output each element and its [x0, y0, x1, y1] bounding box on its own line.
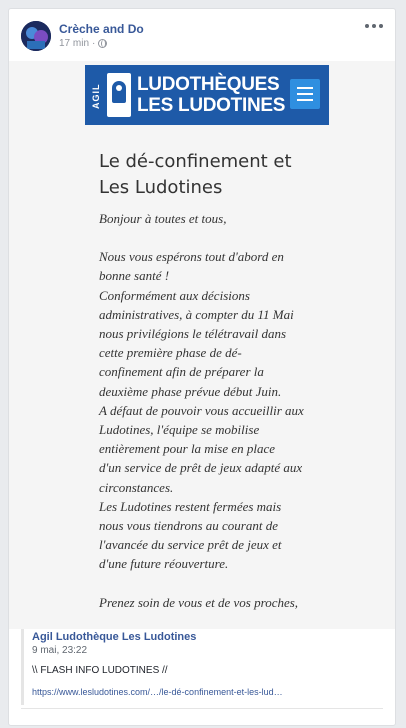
body-line: entièrement pour la mise en place — [99, 441, 276, 457]
body-line: confinement afin de préparer la — [99, 364, 264, 380]
site-logo-bar — [85, 65, 329, 125]
body-line: Conformément aux décisions — [99, 287, 250, 303]
post-card — [8, 8, 396, 726]
avatar-image — [21, 21, 51, 51]
divider — [21, 708, 383, 709]
greeting: Bonjour à toutes et tous, — [99, 211, 227, 226]
body-line: Les Ludotines restent fermées mais — [99, 498, 282, 514]
logo-prefix: AGIL — [91, 83, 101, 109]
body-paragraph — [99, 247, 327, 573]
post-image[interactable] — [9, 61, 395, 629]
shared-link-preview[interactable] — [21, 629, 386, 705]
closing: Prenez soin de vous et de vos proches, — [99, 594, 299, 610]
post-author[interactable]: Crèche and Do — [59, 22, 144, 36]
body-line: nous privilégions le télétravail dans — [99, 326, 287, 342]
post-time[interactable]: 17 min — [59, 38, 90, 49]
body-line: cette première phase de dé- — [99, 345, 242, 361]
body-line: l'avancée du service prêt de jeux et — [99, 537, 282, 553]
shared-text: \\ FLASH INFO LUDOTINES // — [32, 665, 168, 676]
logo-line-2: LES LUDOTINES — [137, 95, 286, 116]
post-meta — [59, 38, 107, 49]
logo-text — [137, 74, 287, 116]
article-body — [99, 209, 327, 629]
body-line: Ludotines, l'équipe se mobilise — [99, 422, 260, 438]
shared-date: 9 mai, 23:22 — [32, 645, 88, 656]
body-line: nous vous tiendrons au courant de — [99, 518, 278, 534]
shared-url-link[interactable]: https://www.lesludotines.com/…/le-dé-confinement-et-les-lud… — [32, 687, 283, 697]
body-line: administratives, à compter du 11 Mai — [99, 306, 294, 322]
body-line: deuxième phase prévue début Juin. — [99, 383, 282, 399]
body-line: bonne santé ! — [99, 268, 170, 284]
article-title: Le dé-confinement et Les Ludotines — [99, 151, 292, 198]
more-options-icon[interactable] — [365, 19, 383, 33]
globe-icon — [98, 39, 107, 48]
body-line: d'un service de prêt de jeux adapté aux — [99, 460, 303, 476]
hamburger-menu-icon — [290, 79, 320, 109]
logo-line-1: LUDOTHÈQUES — [137, 74, 280, 95]
body-line: Nous vous espérons tout d'abord en — [99, 249, 284, 265]
body-line: circonstances. — [99, 479, 174, 495]
ludotheque-logo-icon — [107, 73, 131, 117]
meta-separator: · — [92, 38, 96, 49]
shared-page-name[interactable]: Agil Ludothèque Les Ludotines — [32, 631, 197, 643]
post-header — [9, 9, 395, 61]
body-line: d'une future réouverture. — [99, 556, 229, 572]
body-line: A défaut de pouvoir vous accueillir aux — [99, 402, 304, 418]
page-avatar[interactable] — [21, 21, 51, 51]
